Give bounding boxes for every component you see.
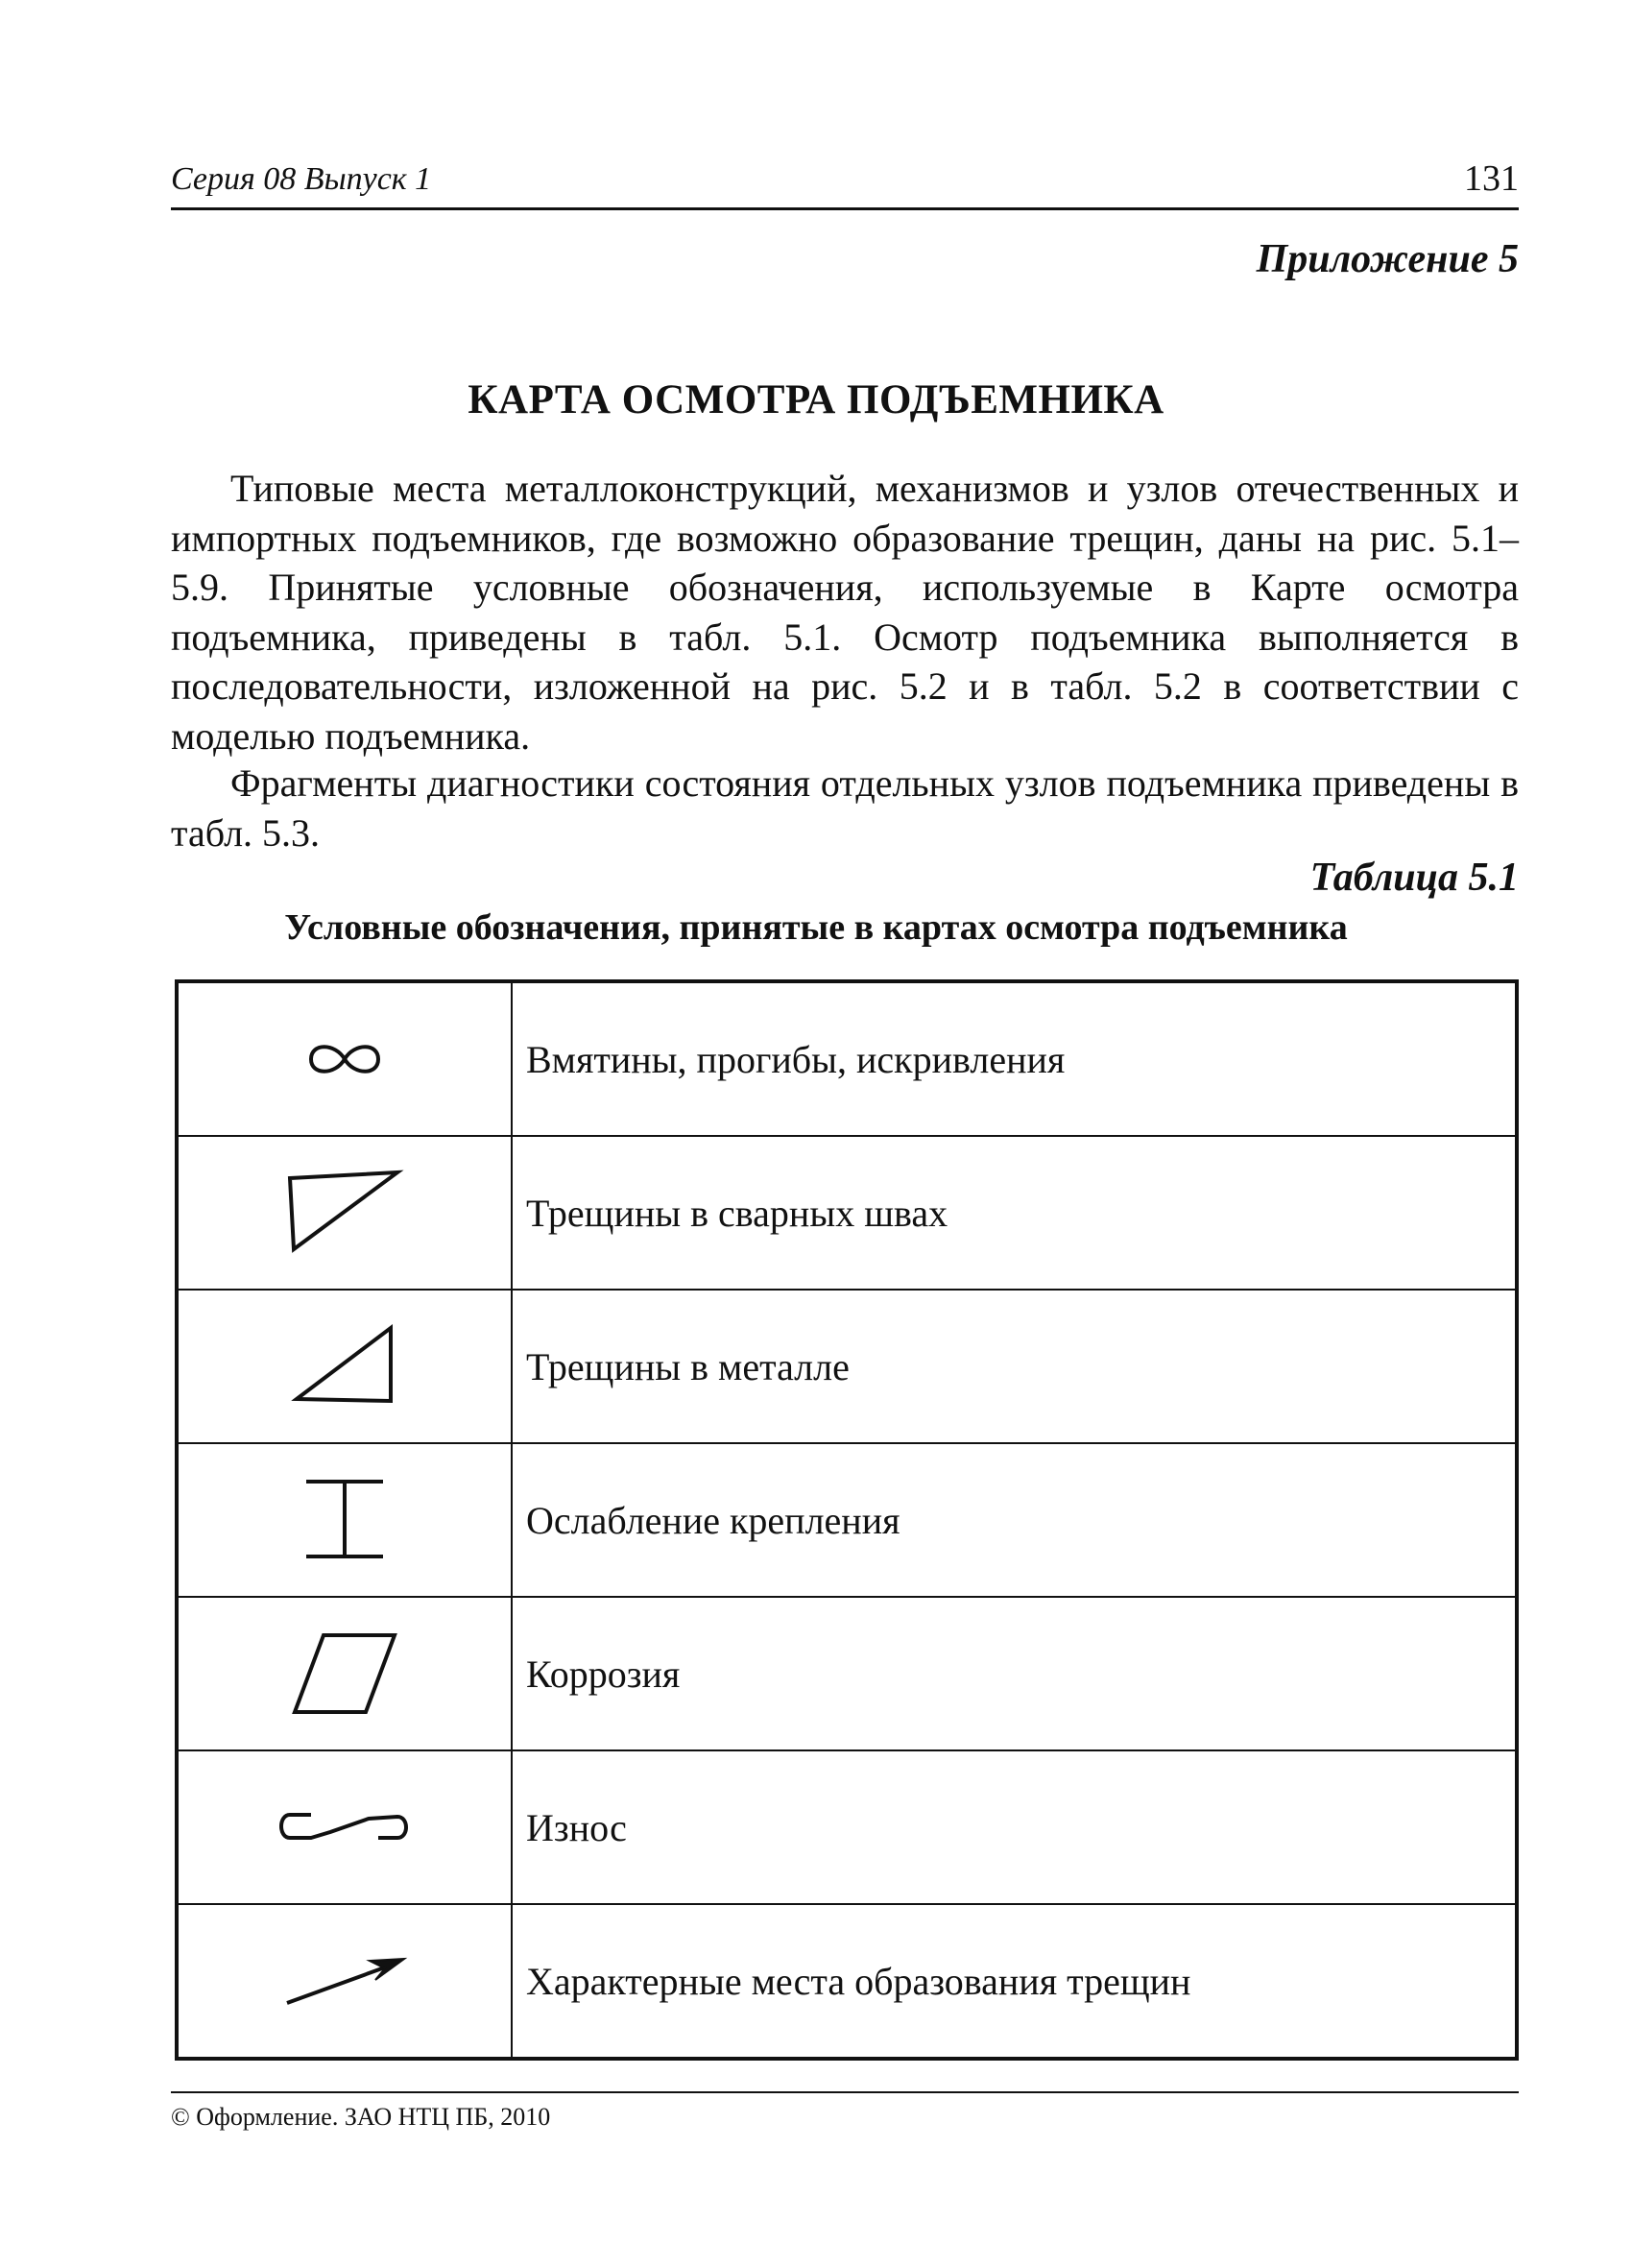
metal-crack-triangle-icon bbox=[287, 1318, 402, 1414]
table-label: Таблица 5.1 bbox=[1309, 856, 1519, 900]
table-row bbox=[177, 1904, 1517, 2059]
running-header-series: Серия 08 Выпуск 1 bbox=[171, 161, 432, 197]
header-divider bbox=[171, 207, 1519, 210]
description-cell: Коррозия bbox=[512, 1597, 1517, 1750]
table-row bbox=[177, 1136, 1517, 1290]
table-row bbox=[177, 1290, 1517, 1443]
footer-divider bbox=[171, 2091, 1519, 2093]
appendix-label: Приложение 5 bbox=[1256, 237, 1519, 281]
page-title: КАРТА ОСМОТРА ПОДЪЕМНИКА bbox=[468, 377, 1164, 422]
description-cell: Характерные места образования трещин bbox=[512, 1904, 1517, 2059]
description-cell: Вмятины, прогибы, искривления bbox=[512, 981, 1517, 1136]
symbol-cell bbox=[177, 1597, 512, 1750]
weld-crack-triangle-icon bbox=[282, 1165, 407, 1261]
description-cell: Ослабление крепления bbox=[512, 1443, 1517, 1597]
diagnostics-paragraph: Фрагменты диагностики состояния отдельных узлов подъемника приведены в табл. 5.3. bbox=[171, 761, 1519, 855]
arrow-icon bbox=[277, 1947, 412, 2015]
i-beam-icon bbox=[297, 1472, 393, 1568]
intro-paragraph: Типовые места металлоконструкций, механизмов и узлов отечественных и импортных подъемников, где возможно образование трещин, даны на рис. 5.1–5.9. Принятые условные обозначения, используемые в Карте осмотра подъемника, приведены в табл. 5.1. Осмотр подъемника выполняется в последовательности, изложенной на рис. 5.2 и в табл. 5.2 в соответствии с моделью подъемника. bbox=[171, 467, 1519, 758]
description-cell: Трещины в сварных швах bbox=[512, 1136, 1517, 1290]
symbol-cell bbox=[177, 1904, 512, 2059]
description-cell: Трещины в металле bbox=[512, 1290, 1517, 1443]
parallelogram-icon bbox=[287, 1626, 402, 1722]
table-row bbox=[177, 1597, 1517, 1750]
page-number: 131 bbox=[1464, 158, 1519, 199]
symbol-cell bbox=[177, 981, 512, 1136]
table-row bbox=[177, 981, 1517, 1136]
table-row bbox=[177, 1750, 1517, 1904]
symbol-cell bbox=[177, 1443, 512, 1597]
table-caption: Условные обозначения, принятые в картах осмотра подъемника bbox=[284, 907, 1348, 948]
table-row bbox=[177, 1443, 1517, 1597]
symbol-cell bbox=[177, 1136, 512, 1290]
symbol-cell bbox=[177, 1290, 512, 1443]
symbol-cell bbox=[177, 1750, 512, 1904]
legend-table bbox=[175, 979, 1519, 2061]
infinity-icon bbox=[301, 1035, 388, 1083]
copyright-note: © Оформление. ЗАО НТЦ ПБ, 2010 bbox=[171, 2103, 551, 2131]
wear-s-curve-icon bbox=[273, 1803, 417, 1851]
description-cell: Износ bbox=[512, 1750, 1517, 1904]
